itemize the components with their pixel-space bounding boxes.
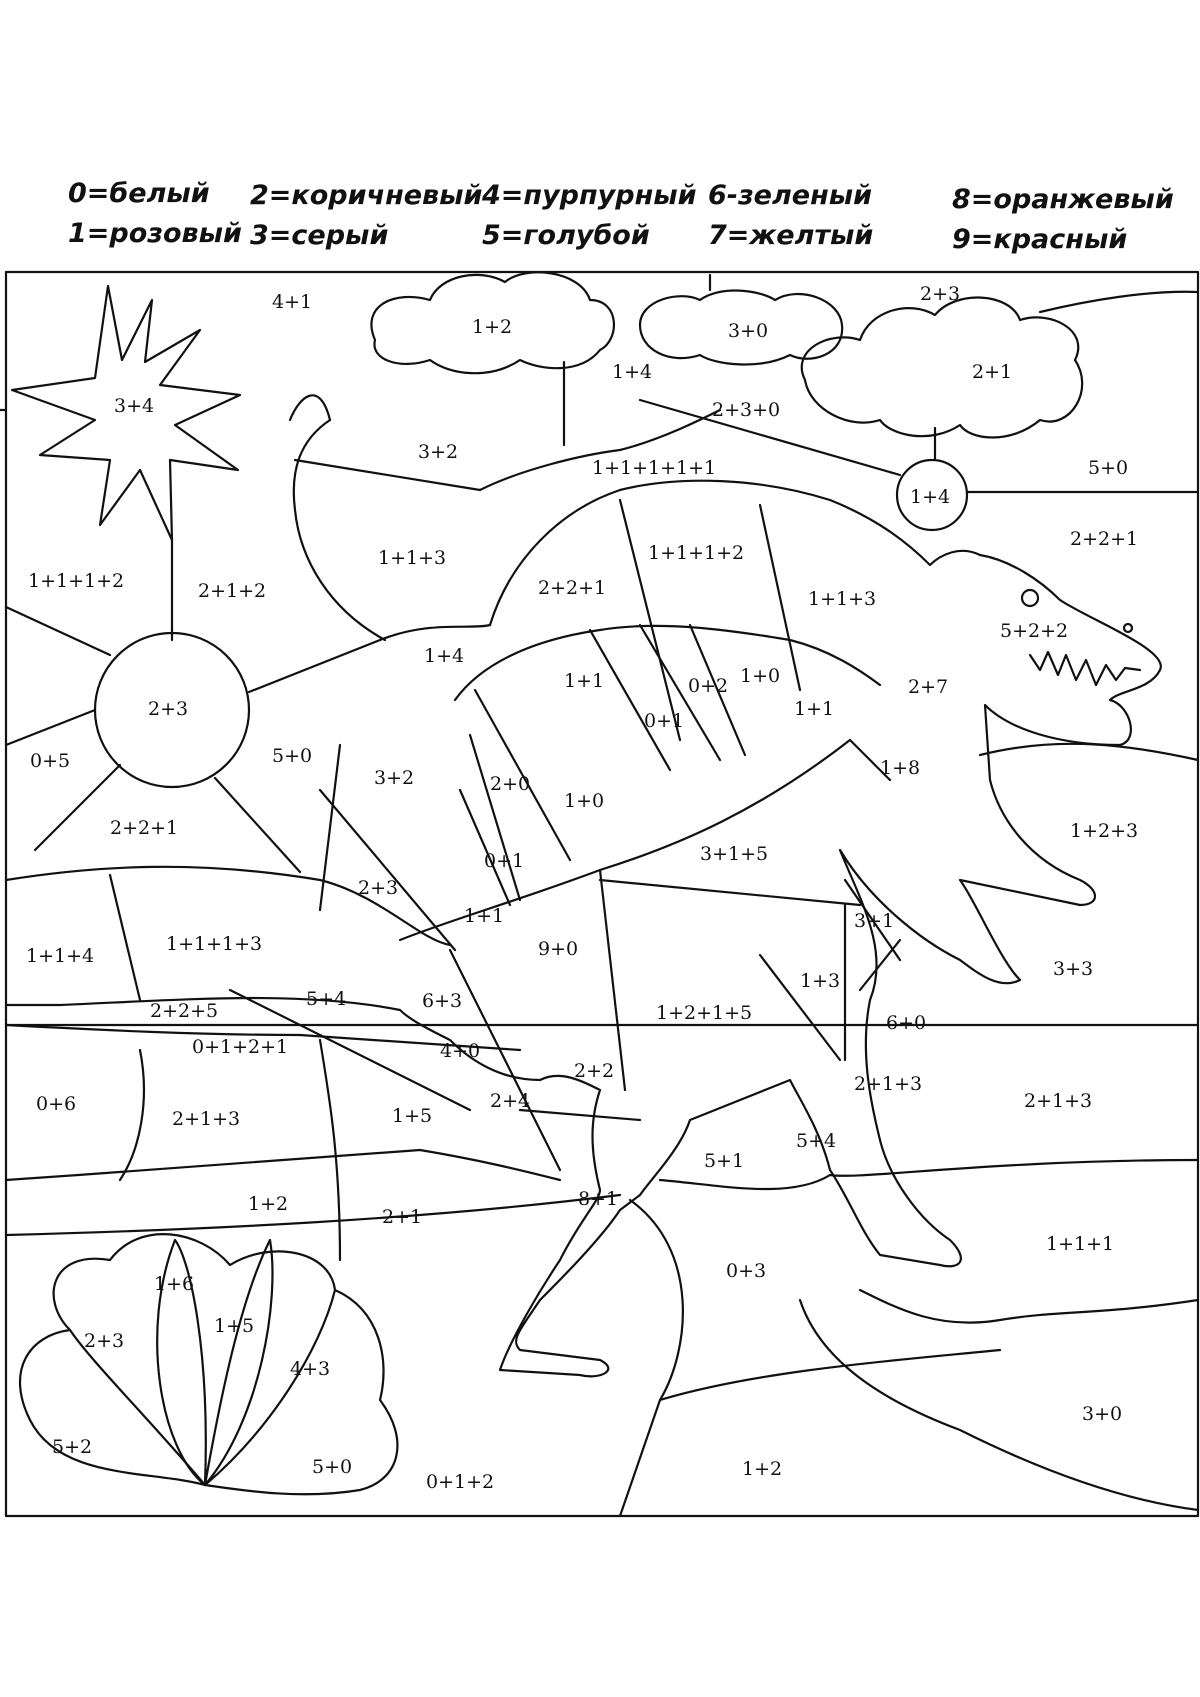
region-expression: 2+2+1 xyxy=(538,577,607,599)
region-expression: 4+0 xyxy=(440,1040,481,1062)
region-expression: 1+4 xyxy=(910,486,951,508)
region-expression: 0+2 xyxy=(688,675,729,697)
legend-item-5: 5=голубой xyxy=(482,220,650,251)
region-expression: 5+0 xyxy=(312,1456,353,1478)
region-expression: 1+1+1+3 xyxy=(166,933,263,955)
region-expression: 1+1 xyxy=(564,670,605,692)
region-expression: 3+1+5 xyxy=(700,843,769,865)
region-expression: 2+3 xyxy=(358,877,399,899)
dinosaur-eye xyxy=(1022,590,1038,606)
region-expression: 3+1 xyxy=(854,910,895,932)
region-expression: 2+2 xyxy=(574,1060,615,1082)
region-expression: 1+1 xyxy=(794,698,835,720)
region-expression: 2+1 xyxy=(972,361,1013,383)
region-expression: 2+3 xyxy=(148,698,189,720)
region-expression: 0+1+2 xyxy=(426,1471,495,1493)
region-expression: 0+5 xyxy=(30,750,71,772)
region-expression: 2+1 xyxy=(382,1206,423,1228)
region-expression: 3+2 xyxy=(418,441,459,463)
region-expression: 2+2+1 xyxy=(110,817,179,839)
region-expression: 8+1 xyxy=(578,1188,619,1210)
legend-item-9: 9=красный xyxy=(952,224,1128,255)
region-expression: 2+3+0 xyxy=(712,399,781,421)
region-expression: 1+1+3 xyxy=(378,547,447,569)
region-expression: 9+0 xyxy=(538,938,579,960)
region-expression: 2+1+2 xyxy=(198,580,267,602)
region-expression: 1+2+1+5 xyxy=(656,1002,753,1024)
legend-item-6: 6-зеленый xyxy=(708,180,873,211)
region-expression: 0+3 xyxy=(726,1260,767,1282)
region-expression: 1+2 xyxy=(742,1458,783,1480)
region-expression: 2+1+3 xyxy=(172,1108,241,1130)
region-expression: 0+1 xyxy=(484,850,525,872)
region-expression: 1+2 xyxy=(472,316,513,338)
region-expression: 4+3 xyxy=(290,1358,331,1380)
region-expression: 1+8 xyxy=(880,757,921,779)
region-expression: 0+6 xyxy=(36,1093,77,1115)
region-expression: 5+2+2 xyxy=(1000,620,1069,642)
region-expression: 1+5 xyxy=(392,1105,433,1127)
region-expression: 1+1+1+2 xyxy=(648,542,745,564)
region-expression: 1+1+4 xyxy=(26,945,95,967)
region-expression: 5+0 xyxy=(1088,457,1129,479)
region-expression: 1+1 xyxy=(464,905,505,927)
region-expression: 1+1+3 xyxy=(808,588,877,610)
region-expression: 1+1+1+2 xyxy=(28,570,125,592)
legend-item-4: 4=пурпурный xyxy=(482,180,697,211)
region-expression: 1+3 xyxy=(800,970,841,992)
legend-item-8: 8=оранжевый xyxy=(952,184,1174,215)
region-expression: 3+0 xyxy=(1082,1403,1123,1425)
region-expression: 0+1 xyxy=(644,710,685,732)
region-expression: 6+0 xyxy=(886,1012,927,1034)
region-expression: 3+4 xyxy=(114,395,155,417)
region-expression: 2+1+3 xyxy=(854,1073,923,1095)
region-expression: 6+3 xyxy=(422,990,463,1012)
region-expression: 5+4 xyxy=(306,988,347,1010)
region-expression: 5+2 xyxy=(52,1436,93,1458)
region-expression: 1+5 xyxy=(214,1315,255,1337)
dinosaur-outline xyxy=(6,481,1161,1377)
region-expression: 2+2+1 xyxy=(1070,528,1139,550)
region-expression: 2+0 xyxy=(490,773,531,795)
legend-item-0: 0=белый xyxy=(68,178,210,209)
region-expression: 4+1 xyxy=(272,291,313,313)
region-expression: 2+4 xyxy=(490,1090,531,1112)
region-expression: 1+1+1 xyxy=(1046,1233,1115,1255)
cloud-3 xyxy=(802,298,1082,438)
region-expression: 2+3 xyxy=(920,283,961,305)
region-expression: 2+1+3 xyxy=(1024,1090,1093,1112)
region-expression: 2+7 xyxy=(908,676,949,698)
region-expression: 3+0 xyxy=(728,320,769,342)
region-expression: 1+6 xyxy=(154,1273,195,1295)
region-expression: 1+4 xyxy=(424,645,465,667)
legend-item-3: 3=серый xyxy=(250,220,389,251)
region-expression: 1+2+3 xyxy=(1070,820,1139,842)
region-expression: 1+2 xyxy=(248,1193,289,1215)
region-expression: 5+1 xyxy=(704,1150,745,1172)
region-expression: 3+2 xyxy=(374,767,415,789)
legend-item-1: 1=розовый xyxy=(68,218,242,249)
region-expression: 2+3 xyxy=(84,1330,125,1352)
region-expression: 0+1+2+1 xyxy=(192,1036,289,1058)
region-expression: 1+4 xyxy=(612,361,653,383)
region-expression: 1+1+1+1+1 xyxy=(592,457,717,479)
region-expression: 1+0 xyxy=(740,665,781,687)
legend-item-2: 2=коричневый xyxy=(250,180,483,211)
region-expression: 5+4 xyxy=(796,1130,837,1152)
region-expression: 1+0 xyxy=(564,790,605,812)
legend-item-7: 7=желтый xyxy=(708,220,874,251)
region-expression: 2+2+5 xyxy=(150,1000,219,1022)
region-expression: 5+0 xyxy=(272,745,313,767)
region-expression: 3+3 xyxy=(1053,958,1094,980)
dinosaur-teeth xyxy=(1030,652,1140,685)
math-labels xyxy=(26,283,1138,1493)
